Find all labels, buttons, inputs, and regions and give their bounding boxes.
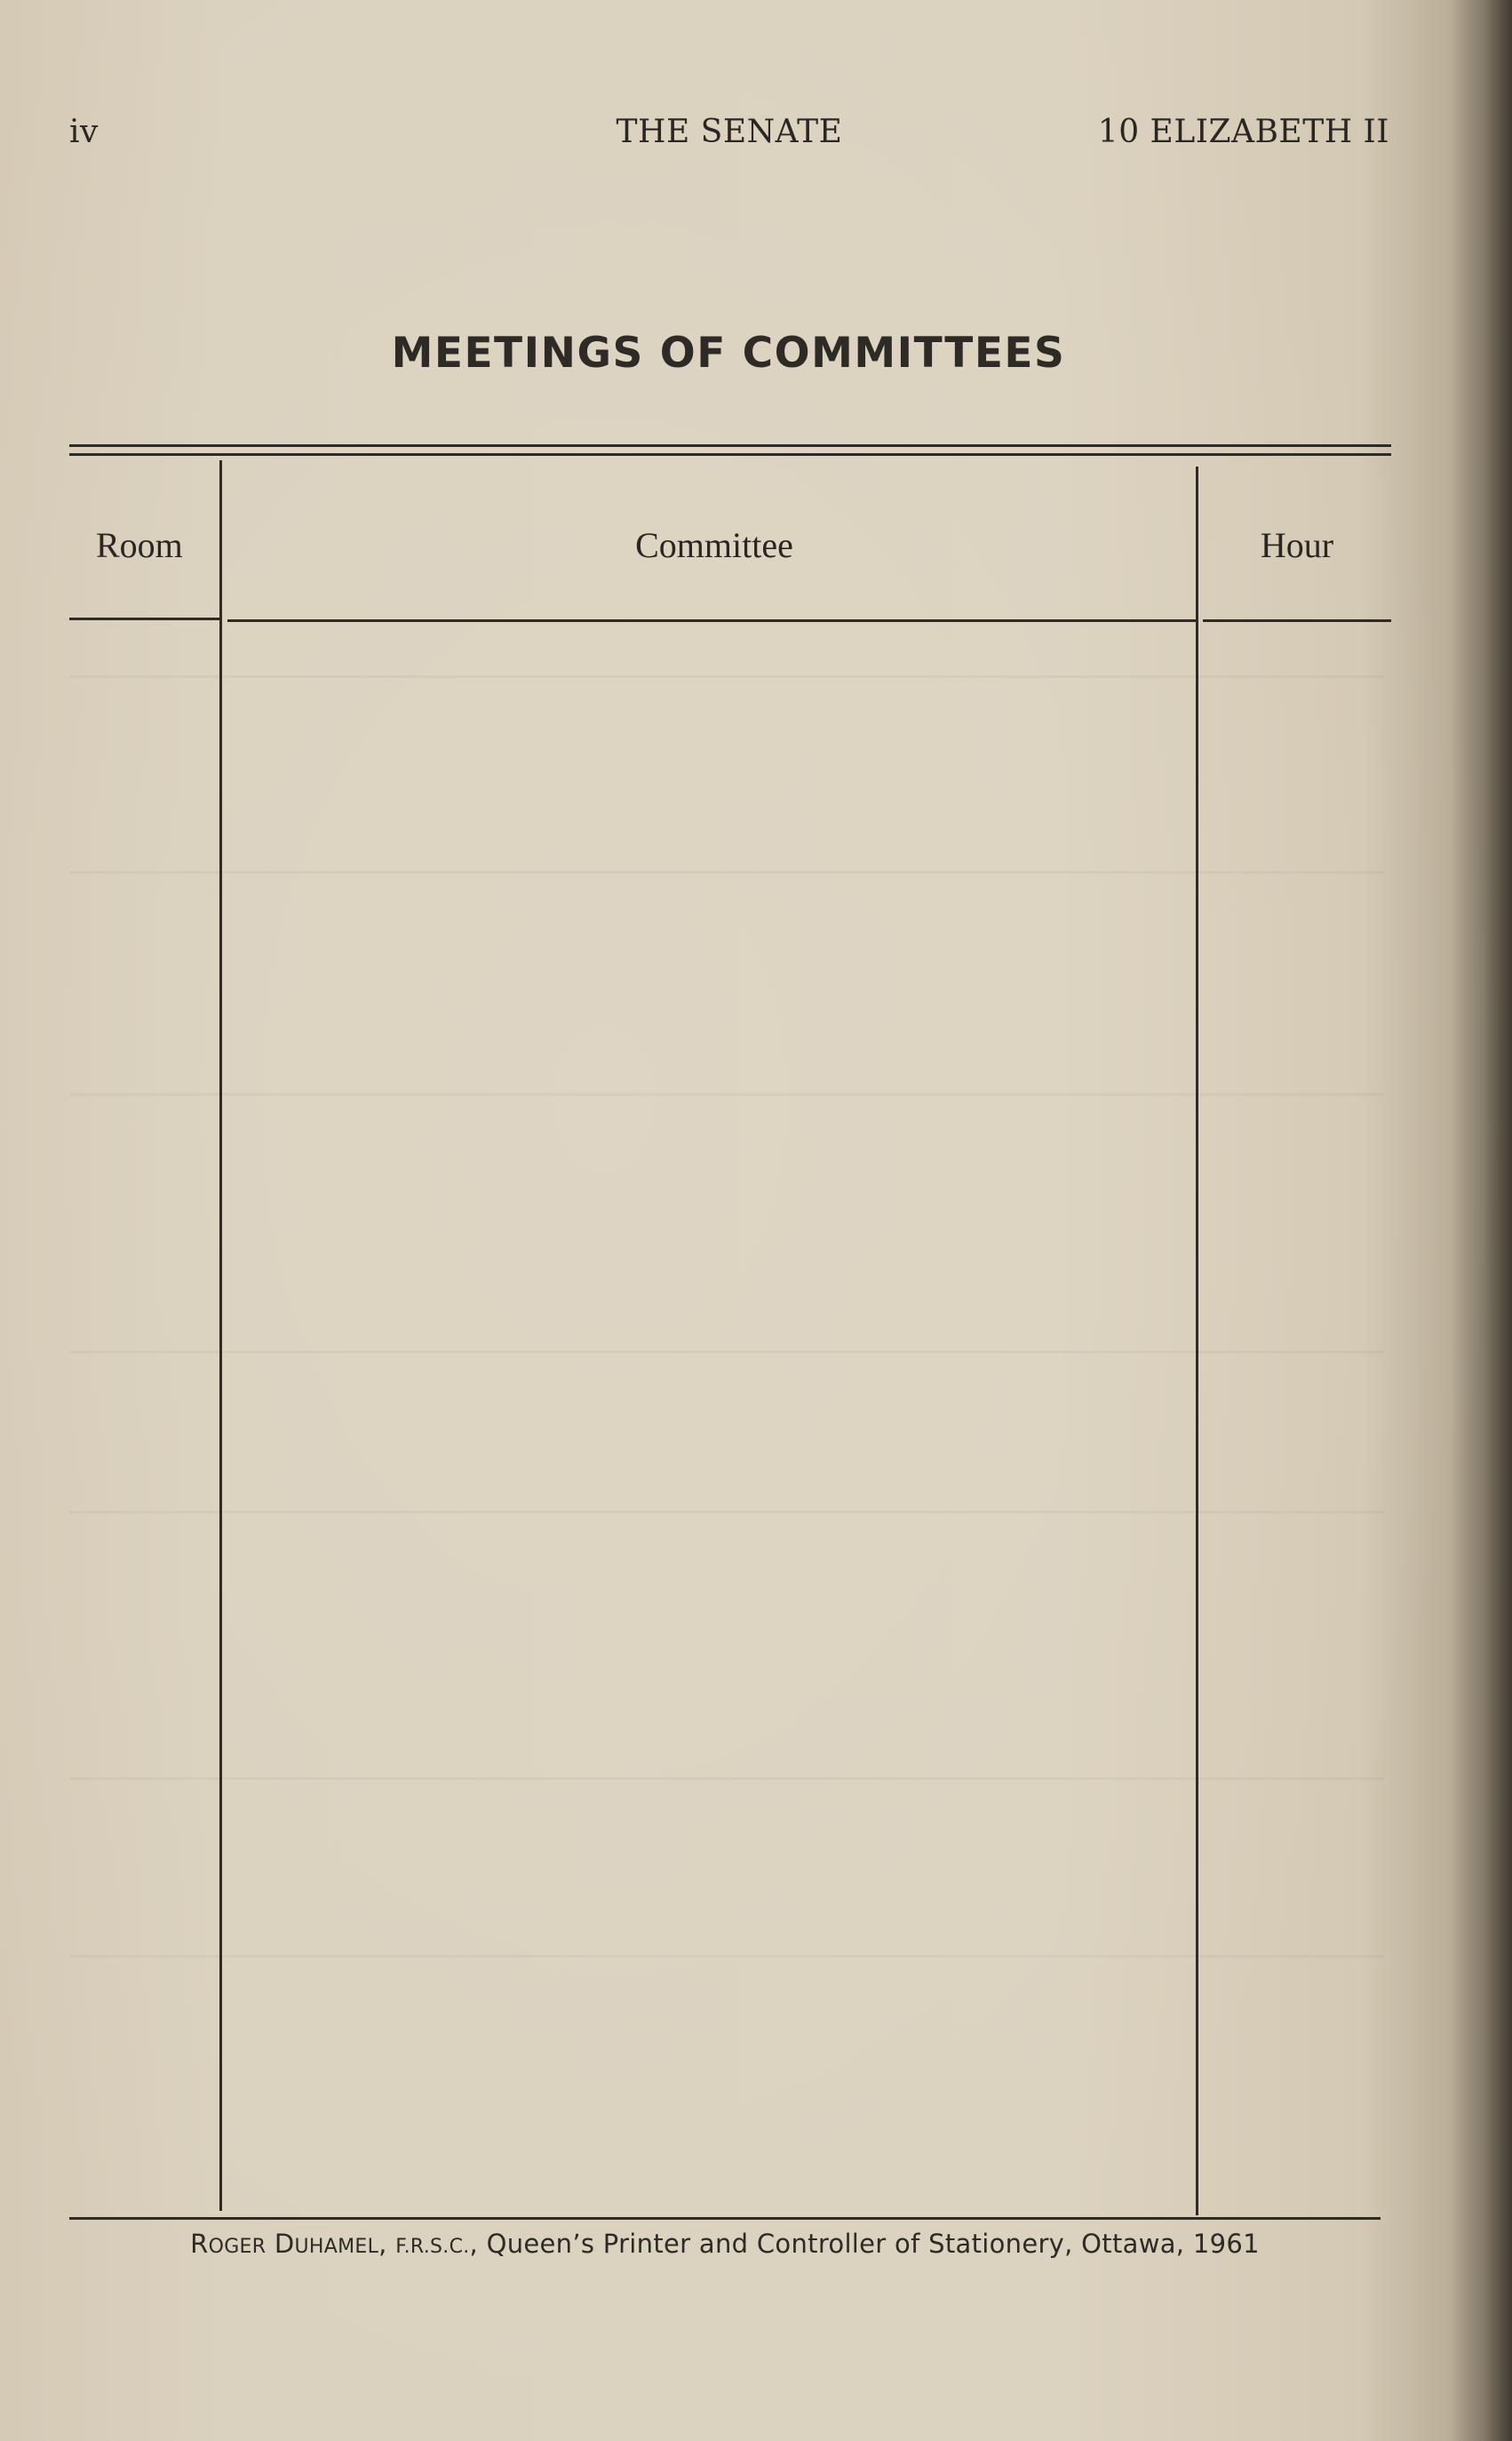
column-header-hour: Hour [1260, 525, 1334, 565]
table-bottom-rule [69, 2217, 1381, 2220]
imprint-credentials: F.R.S.C. [395, 2236, 470, 2258]
show-through-line [69, 871, 1384, 873]
column-header-committee: Committee [635, 525, 793, 565]
imprint-text: OGER [208, 2236, 267, 2258]
header-rule [69, 618, 220, 620]
header-rule [1203, 619, 1391, 622]
show-through-line [69, 1093, 1384, 1096]
imprint-text: R [190, 2229, 209, 2259]
show-through-line [69, 1955, 1384, 1958]
column-header-room: Room [96, 525, 183, 565]
column-divider-left [219, 460, 222, 2211]
table-top-rule [69, 453, 1391, 456]
running-head [69, 114, 1389, 164]
column-divider-right [1196, 467, 1198, 2215]
imprint-text: D [274, 2229, 295, 2259]
page-number: iv [69, 114, 99, 150]
imprint-text: Queen’s Printer and Controller of Stationery, Ottawa, 1961 [486, 2229, 1260, 2259]
header-rule [227, 619, 1196, 622]
publication-title: THE SENATE [616, 114, 843, 150]
show-through-line [69, 1777, 1384, 1780]
table-top-rule [69, 444, 1391, 447]
show-through-line [69, 1511, 1384, 1513]
imprint-text: UHAMEL [294, 2236, 379, 2258]
regnal-year: 10 ELIZABETH II [1097, 114, 1389, 150]
page-title: MEETINGS OF COMMITTEES [391, 329, 1066, 378]
binding-shadow [1450, 0, 1512, 2441]
show-through-line [69, 675, 1384, 678]
printer-imprint: ROGER DUHAMEL, F.R.S.C., Queen’s Printer and Controller of Stationery, Ottawa, 1961 [190, 2229, 1260, 2259]
show-through-line [69, 1351, 1384, 1353]
